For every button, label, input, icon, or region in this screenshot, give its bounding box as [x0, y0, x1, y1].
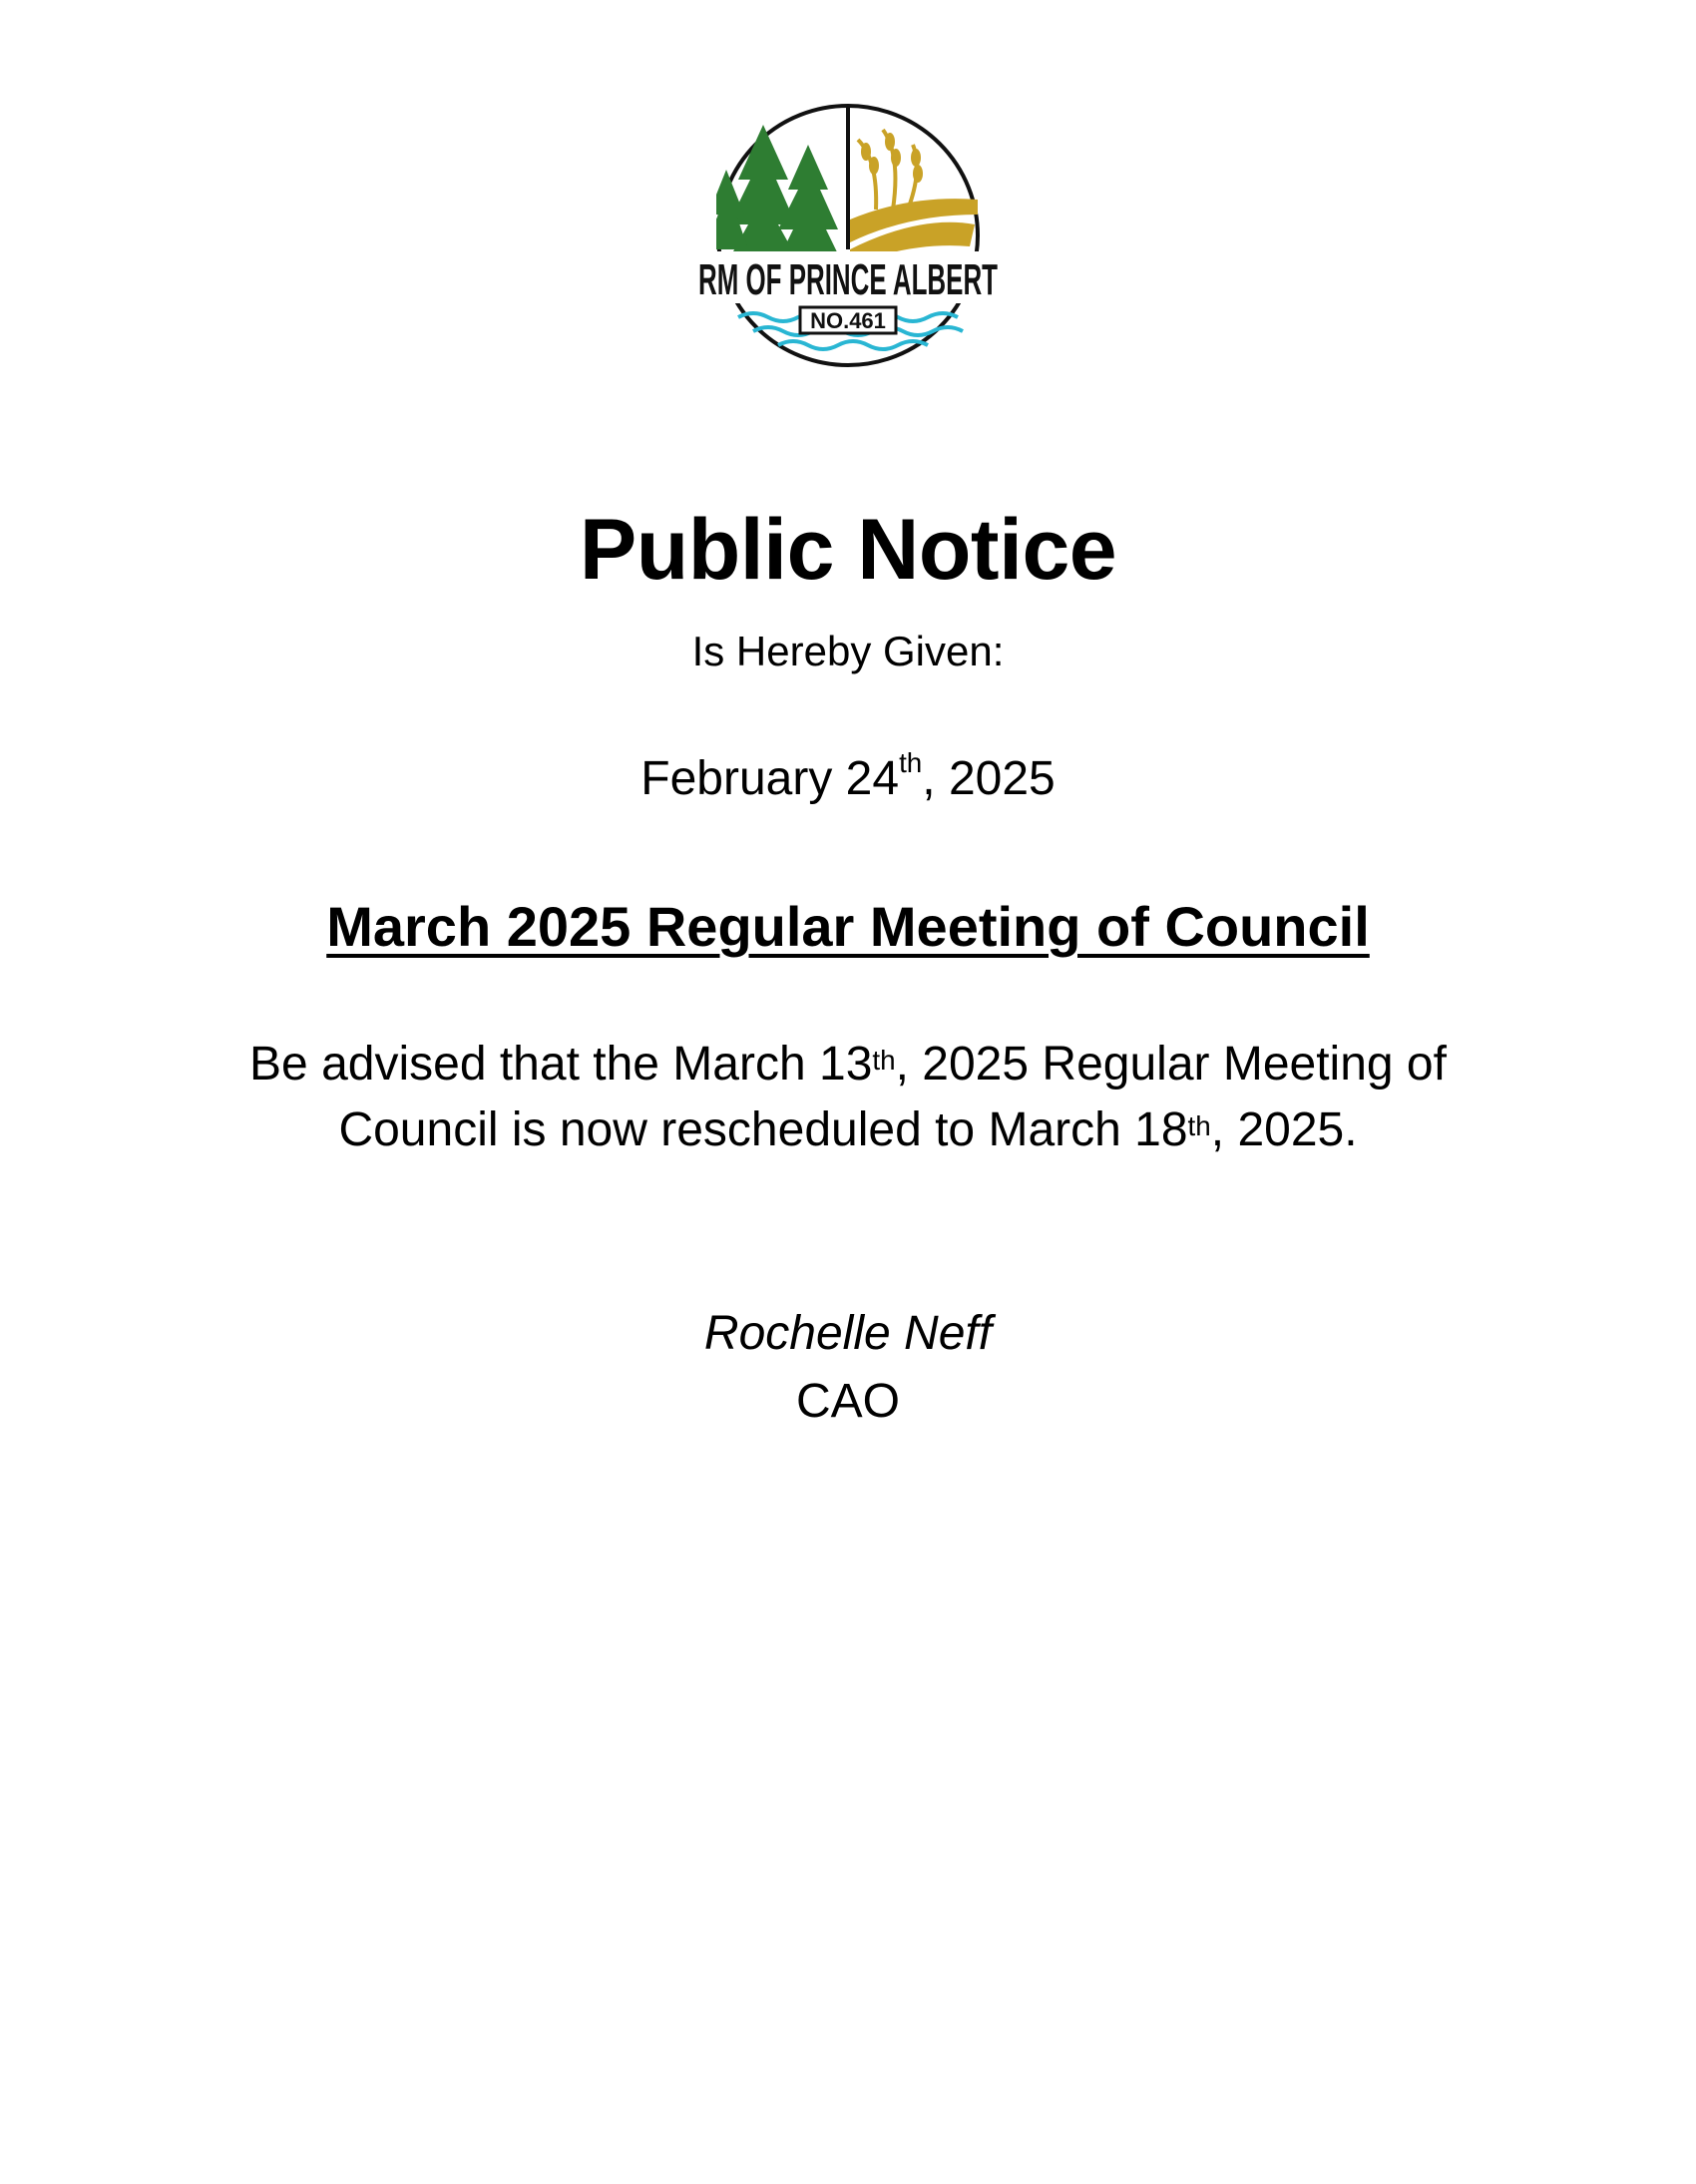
date-prefix: February 24: [640, 752, 900, 805]
notice-body-line-1: [0, 1032, 1696, 1097]
body-ordinal: th: [872, 1044, 896, 1076]
rm-prince-albert-logo: [678, 100, 1018, 371]
notice-heading: [0, 893, 1696, 960]
notice-body: [0, 1032, 1696, 1163]
body-ordinal: th: [1187, 1109, 1211, 1141]
body-text-part: , 2025.: [1210, 1103, 1358, 1156]
notice-date: [0, 746, 1696, 808]
notice-heading-text: March 2025 Regular Meeting of Council: [326, 895, 1370, 958]
logo-text-name: RM OF PRINCE ALBERT: [698, 255, 999, 304]
logo-text-number: NO.461: [810, 308, 886, 333]
date-suffix: , 2025: [922, 752, 1056, 805]
page-title: Public Notice: [579, 502, 1117, 598]
body-text-part: Council is now rescheduled to March 18: [338, 1103, 1188, 1156]
notice-subtitle: Is Hereby Given:: [691, 628, 1005, 674]
notice-body-line-2: [0, 1097, 1696, 1163]
date-ordinal: th: [899, 746, 923, 778]
body-text-part: Be advised that the March 13: [249, 1038, 873, 1091]
body-text-part: , 2025 Regular Meeting of: [895, 1038, 1447, 1091]
signature-title: CAO: [795, 1375, 900, 1428]
signature-name: Rochelle Neff: [703, 1307, 993, 1360]
